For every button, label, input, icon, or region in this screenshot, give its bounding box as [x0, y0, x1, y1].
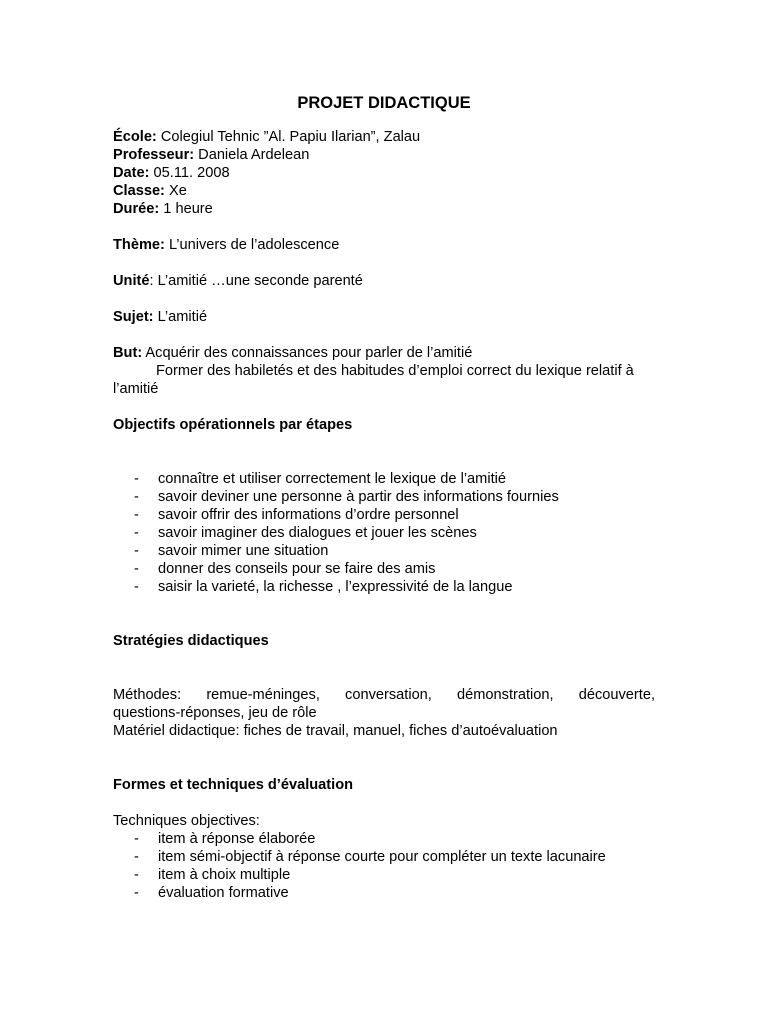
- but-line: [113, 344, 655, 362]
- classe-value: Xe: [164, 183, 187, 199]
- theme-label: Thème:: [113, 237, 165, 253]
- methodes-line-1: Méthodes: remue-méninges, conversation, démonstration, découverte,: [113, 687, 655, 703]
- document-title: PROJET DIDACTIQUE: [297, 94, 471, 112]
- methodes-line-2: questions-réponses, jeu de rôle: [113, 705, 317, 721]
- theme-value: L’univers de l’adolescence: [164, 237, 340, 253]
- ecole-line: [113, 128, 655, 146]
- professeur-line: [113, 146, 655, 164]
- list-item: - item à choix multiple: [113, 866, 655, 884]
- date-line: [113, 164, 655, 182]
- but-line-2: Former des habiletés et des habitudes d’emploi correct du lexique relatif à: [156, 363, 634, 379]
- unite-value: : L’amitié …une seconde parenté: [149, 273, 363, 289]
- sujet-line: [113, 308, 655, 326]
- ecole-label: École:: [113, 129, 157, 145]
- but-label: But:: [113, 345, 143, 361]
- professeur-label: Professeur:: [113, 147, 195, 163]
- unite-line: [113, 272, 655, 290]
- objectifs-heading: Objectifs opérationnels par étapes: [113, 417, 353, 433]
- strategies-heading: Stratégies didactiques: [113, 633, 269, 649]
- but-value: Acquérir des connaissances pour parler de l’amitié: [142, 345, 473, 361]
- duree-line: [113, 200, 655, 218]
- list-item: - savoir imaginer des dialogues et jouer les scènes: [113, 524, 655, 542]
- evaluation-list: [113, 830, 655, 902]
- document-content: [113, 92, 655, 902]
- unite-label: Unité: [113, 273, 150, 289]
- duree-label: Durée:: [113, 201, 160, 217]
- sujet-value: L’amitié: [153, 309, 208, 325]
- list-item: - évaluation formative: [113, 884, 655, 902]
- list-item: - connaître et utiliser correctement le lexique de l’amitié: [113, 470, 655, 488]
- evaluation-intro: Techniques objectives:: [113, 813, 260, 829]
- classe-label: Classe:: [113, 183, 165, 199]
- duree-value: 1 heure: [159, 201, 213, 217]
- but-line-3: l’amitié: [113, 381, 159, 397]
- list-item: - donner des conseils pour se faire des amis: [113, 560, 655, 578]
- ecole-value: Colegiul Tehnic ”Al. Papiu Ilarian”, Zalau: [156, 129, 421, 145]
- date-value: 05.11. 2008: [149, 165, 230, 181]
- professeur-value: Daniela Ardelean: [194, 147, 310, 163]
- materiel-line: Matériel didactique: fiches de travail, manuel, fiches d’autoévaluation: [113, 723, 558, 739]
- date-label: Date:: [113, 165, 150, 181]
- evaluation-heading: Formes et techniques d’évaluation: [113, 777, 354, 793]
- list-item: - item sémi-objectif à réponse courte pour compléter un texte lacunaire: [113, 848, 655, 866]
- sujet-label: Sujet:: [113, 309, 154, 325]
- theme-line: [113, 236, 655, 254]
- objectifs-list: [113, 470, 655, 596]
- classe-line: [113, 182, 655, 200]
- list-item: - savoir deviner une personne à partir des informations fournies: [113, 488, 655, 506]
- list-item: - item à réponse élaborée: [113, 830, 655, 848]
- list-item: - saisir la varieté, la richesse , l’expressivité de la langue: [113, 578, 655, 596]
- list-item: - savoir offrir des informations d’ordre personnel: [113, 506, 655, 524]
- list-item: - savoir mimer une situation: [113, 542, 655, 560]
